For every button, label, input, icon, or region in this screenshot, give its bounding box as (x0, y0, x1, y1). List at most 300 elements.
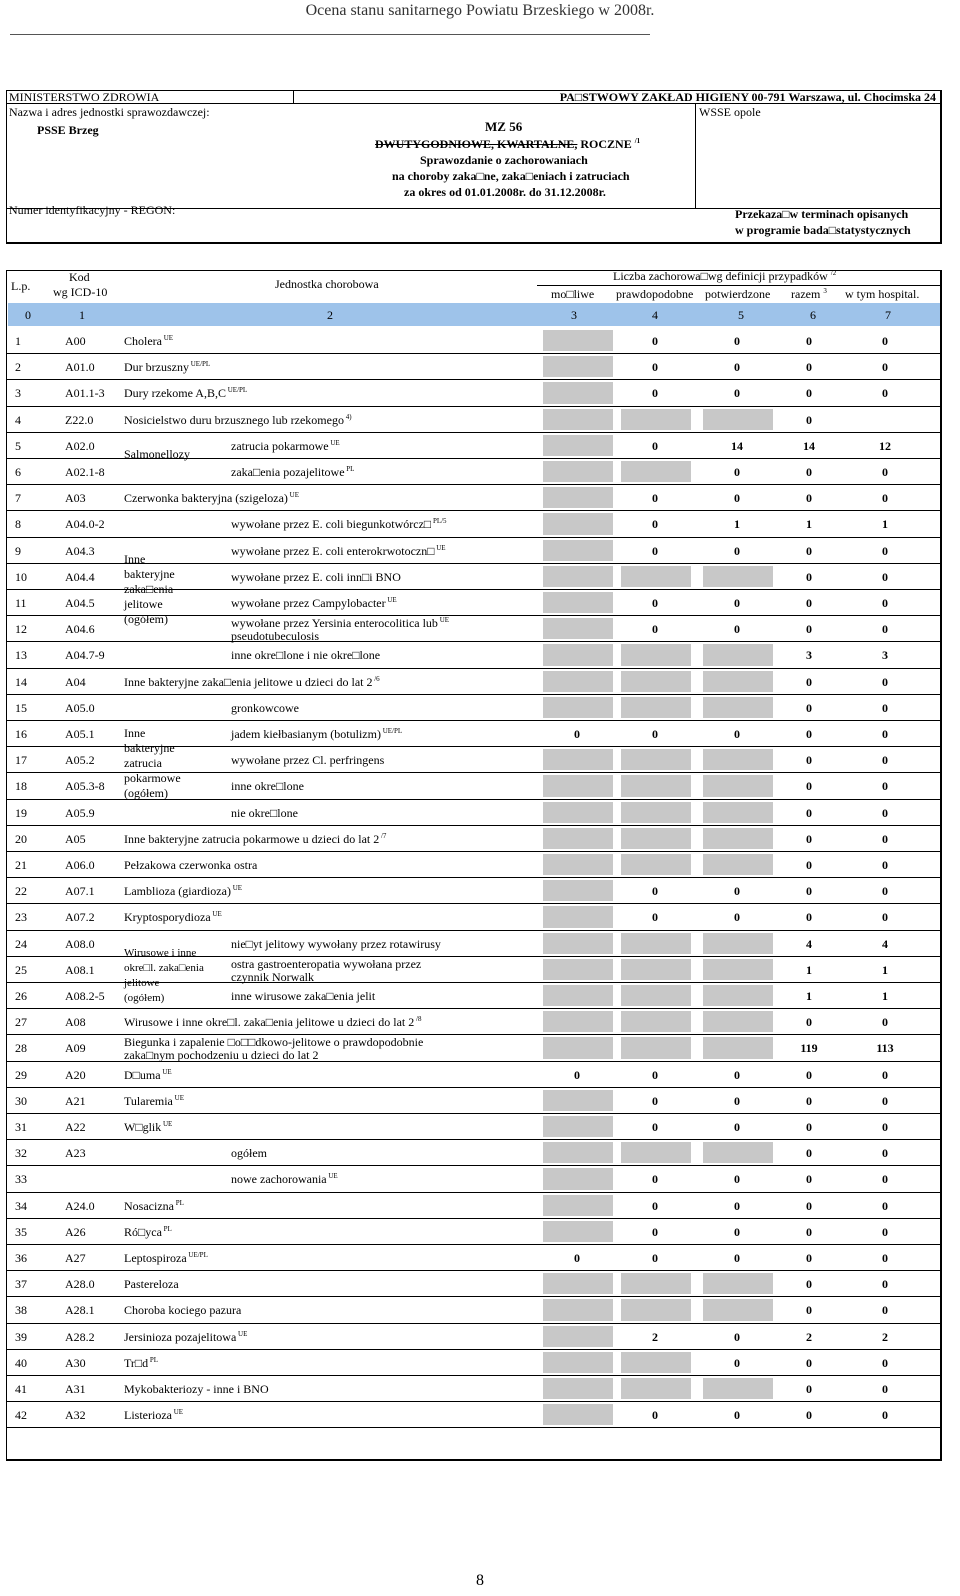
row-footnote: UE (328, 438, 340, 447)
row-value-hosp: 0 (882, 805, 888, 820)
row-disease-label: Mykobakteriozy - inne i BNO (124, 1382, 269, 1396)
row-value-total: 1 (806, 517, 812, 532)
disabled-cell (621, 933, 691, 954)
disabled-cell (543, 1168, 613, 1189)
disease-table (6, 270, 942, 1461)
row-icd-code: A02.0 (65, 438, 95, 453)
column-index: 3 (571, 308, 577, 322)
row-value-hosp: 1 (882, 517, 888, 532)
disabled-cell (621, 1378, 691, 1399)
row-lp: 34 (15, 1198, 27, 1213)
row-divider (7, 1427, 941, 1428)
row-lp: 20 (15, 831, 27, 846)
row-icd-code: A32 (65, 1408, 86, 1423)
row-footnote: /6 (372, 674, 380, 683)
row-value-total: 3 (806, 648, 812, 663)
row-value-total: 0 (806, 700, 812, 715)
row-disease-name (124, 675, 380, 690)
row-value-probable: 0 (652, 596, 658, 610)
report-title-line2: na choroby zaka□ne, zaka□eniach i zatruciach (392, 169, 630, 183)
row-value-hosp: 0 (882, 1015, 888, 1030)
row-value-total: 119 (800, 1041, 818, 1056)
row-disease-name (124, 1120, 172, 1135)
row-disease-name (124, 1094, 184, 1109)
row-value-hosp: 0 (882, 727, 888, 741)
row-value-total: 0 (806, 465, 812, 479)
row-disease-label: Inne bakteryjne zatrucia pokarmowe u dzieci do lat 2 (124, 831, 380, 846)
row-icd-code: A08.1 (65, 962, 95, 977)
group-viral-infections: Wirusowe i inne okre□l. zaka□enia jelitowe (ogółem) (124, 947, 204, 1004)
row-value-probable: 0 (652, 1251, 658, 1265)
row-disease-name (124, 1277, 179, 1292)
disabled-cell (621, 802, 691, 823)
row-disease-name-cont: pseudotubeculosis (231, 629, 319, 644)
row-icd-code: A04 (65, 674, 86, 689)
row-lp: 36 (15, 1251, 27, 1265)
running-header: Ocena stanu sanitarnego Powiatu Brzeskiego w 2008r. (305, 2, 655, 19)
disabled-cell (543, 1378, 613, 1399)
row-lp: 12 (15, 622, 27, 637)
row-lp: 23 (15, 910, 27, 925)
row-icd-code: A08 (65, 1015, 86, 1030)
header-possible: mo□liwe (551, 287, 595, 301)
disabled-cell (703, 1273, 773, 1294)
row-value-probable: 0 (652, 1120, 658, 1134)
row-value-hosp: 2 (882, 1329, 888, 1344)
disabled-cell (543, 1195, 613, 1216)
column-index: 6 (810, 308, 816, 322)
row-value-total: 0 (806, 1355, 812, 1370)
header-unit: Jednostka chorobowa (275, 277, 379, 291)
row-value-hosp: 1 (882, 962, 888, 977)
disabled-cell (703, 1011, 773, 1032)
row-disease-label: W□glik (124, 1120, 162, 1134)
disabled-cell (543, 487, 613, 508)
row-disease-name (124, 858, 257, 873)
row-disease-label: wywołane przez Yersinia enterocolitica lub (231, 616, 438, 631)
row-value-confirmed: 0 (734, 386, 740, 401)
row-value-confirmed: 0 (734, 622, 740, 637)
row-value-probable: 0 (652, 1093, 658, 1108)
row-value-hosp: 0 (882, 1277, 888, 1292)
disabled-cell (543, 749, 613, 770)
row-value-total: 0 (806, 1067, 812, 1082)
disabled-cell (621, 1011, 691, 1032)
row-lp: 39 (15, 1329, 27, 1344)
row-value-total: 0 (806, 569, 812, 584)
header-probable: prawdopodobne (616, 287, 694, 301)
row-value-total: 0 (806, 1198, 812, 1213)
form-rule (695, 103, 696, 209)
table-row (7, 1271, 941, 1297)
row-value-possible: 0 (574, 727, 580, 741)
row-disease-label: inne okre□lone (231, 779, 304, 794)
disabled-cell (621, 461, 691, 482)
table-row (7, 1219, 941, 1245)
row-value-total: 0 (806, 622, 812, 637)
disabled-cell (621, 985, 691, 1006)
row-disease-label: Tr□d (124, 1355, 149, 1370)
row-value-total: 0 (806, 1172, 812, 1187)
row-value-hosp: 0 (882, 569, 888, 584)
row-disease-name (124, 1015, 421, 1030)
row-icd-code: A28.2 (65, 1329, 95, 1344)
table-row (7, 380, 941, 406)
row-disease-label: inne wirusowe zaka□enia jelit (231, 989, 376, 1003)
row-disease-name (231, 806, 298, 821)
row-footnote: UE (434, 543, 446, 552)
table-row (7, 459, 941, 485)
row-value-hosp: 0 (882, 1120, 888, 1134)
row-value-hosp: 0 (882, 334, 888, 348)
row-footnote: UE (210, 910, 222, 919)
deadline-line1: Przekaza□w terminach opisanych (735, 207, 909, 221)
group-salmonella: Salmonellozy (124, 447, 190, 461)
row-disease-name-cont: czynnik Norwalk (231, 969, 314, 984)
row-disease-name (231, 989, 375, 1004)
table-row (7, 1140, 941, 1166)
row-icd-code: A04.0-2 (65, 517, 105, 532)
row-value-total: 1 (806, 962, 812, 977)
row-icd-code: A08.2-5 (65, 989, 105, 1003)
row-lp: 16 (15, 727, 27, 741)
row-lp: 40 (15, 1355, 27, 1370)
row-value-hosp: 0 (882, 1408, 888, 1423)
row-value-probable: 0 (652, 1224, 658, 1239)
table-row (7, 878, 941, 904)
row-disease-name (231, 937, 441, 952)
row-value-probable: 0 (652, 1408, 658, 1423)
disabled-cell (621, 1273, 691, 1294)
row-icd-code: Z22.0 (65, 412, 94, 427)
unit-label: Nazwa i adres jednostki sprawozdawczej: (9, 105, 210, 119)
table-row (7, 485, 941, 511)
row-value-hosp: 4 (882, 936, 888, 951)
row-footnote: UE (171, 1408, 184, 1417)
row-disease-name (124, 491, 299, 506)
row-value-hosp: 0 (882, 360, 888, 375)
wsse-label: WSSE opole (699, 105, 761, 119)
disabled-cell (543, 1299, 613, 1320)
row-disease-name (231, 753, 384, 768)
header-count-title (613, 269, 836, 284)
row-value-total: 0 (806, 805, 812, 820)
row-lp: 22 (15, 884, 27, 899)
row-disease-name (231, 517, 447, 532)
row-footnote: UE/PL (188, 360, 211, 369)
row-value-total: 1 (806, 989, 812, 1003)
disabled-cell (543, 382, 613, 403)
row-value-hosp: 113 (876, 1041, 894, 1056)
row-disease-label: Tularemia (124, 1093, 173, 1108)
row-disease-name (124, 832, 386, 847)
row-footnote: UE (287, 491, 300, 500)
row-footnote: UE (160, 1067, 172, 1076)
row-icd-code: A05.9 (65, 805, 95, 820)
disabled-cell (543, 854, 613, 875)
disabled-cell (543, 1352, 613, 1373)
disabled-cell (543, 671, 613, 692)
disabled-cell (543, 933, 613, 954)
row-icd-code: A04.6 (65, 622, 95, 637)
row-value-hosp: 0 (882, 1067, 888, 1082)
table-row (7, 642, 941, 668)
row-disease-label: Choroba kociego pazura (124, 1303, 242, 1318)
row-icd-code: A24.0 (65, 1198, 95, 1213)
disabled-cell (703, 749, 773, 770)
row-disease-name (231, 648, 380, 663)
row-disease-label: gronkowcowe (231, 700, 299, 715)
disabled-cell (703, 959, 773, 980)
disabled-cell (703, 828, 773, 849)
row-value-probable: 0 (652, 334, 658, 348)
row-icd-code: A03 (65, 491, 86, 506)
row-value-probable: 0 (652, 727, 658, 741)
disabled-cell (543, 959, 613, 980)
row-disease-label: Wirusowe i inne okre□l. zaka□enia jelitowe u dzieci do lat 2 (124, 1015, 415, 1030)
disabled-cell (543, 435, 613, 456)
row-footnote: UE/PL (225, 386, 248, 395)
row-footnote: PL/5 (431, 517, 447, 526)
row-icd-code: A04.4 (65, 569, 95, 584)
row-lp: 32 (15, 1146, 27, 1161)
row-value-hosp: 0 (882, 674, 888, 689)
row-footnote: UE/PL (380, 727, 403, 735)
disabled-cell (543, 985, 613, 1006)
row-icd-code: A21 (65, 1093, 86, 1108)
disabled-cell (543, 1090, 613, 1111)
row-disease-name (231, 596, 397, 611)
row-disease-name (124, 1303, 241, 1318)
row-value-confirmed: 0 (734, 1067, 740, 1082)
row-value-probable: 0 (652, 360, 658, 375)
row-lp: 9 (15, 543, 21, 558)
row-disease-name (124, 1408, 183, 1423)
ministry-label: MINISTERSTWO ZDROWIA (9, 90, 160, 104)
row-disease-label: Pełzakowa czerwonka ostra (124, 858, 258, 872)
disabled-cell (621, 409, 691, 430)
row-disease-label: zatrucia pokarmowe (231, 438, 329, 453)
disabled-cell (543, 540, 613, 561)
row-value-total: 0 (806, 1277, 812, 1292)
row-disease-label: zaka□enia pozajelitowe (231, 465, 345, 479)
disabled-cell (703, 775, 773, 796)
row-value-probable: 2 (652, 1329, 658, 1344)
row-disease-label: nie okre□lone (231, 805, 298, 820)
row-icd-code: A07.2 (65, 910, 95, 925)
header-code-line1: Kod (69, 270, 90, 284)
row-value-hosp: 0 (882, 491, 888, 506)
column-index-row (8, 303, 940, 326)
disabled-cell (621, 1352, 691, 1373)
row-disease-name (124, 1068, 172, 1083)
row-disease-label: Nosacizna (124, 1198, 174, 1213)
row-value-total: 0 (806, 910, 812, 925)
disabled-cell (703, 671, 773, 692)
row-lp: 29 (15, 1067, 27, 1082)
row-lp: 19 (15, 805, 27, 820)
row-value-hosp: 0 (882, 1172, 888, 1187)
row-disease-label: Czerwonka bakteryjna (szigeloza) (124, 491, 288, 506)
row-value-hosp: 0 (882, 779, 888, 794)
row-value-total: 0 (806, 884, 812, 899)
disabled-cell (543, 409, 613, 430)
row-icd-code: A00 (65, 334, 86, 348)
table-row (7, 1114, 941, 1140)
disabled-cell (543, 1326, 613, 1347)
row-value-confirmed: 0 (734, 1198, 740, 1213)
row-disease-label: Cholera (124, 334, 162, 348)
header-total-footnote: 3 (823, 287, 827, 295)
table-row (7, 1009, 941, 1035)
row-disease-name (124, 386, 247, 401)
row-icd-code: A23 (65, 1146, 86, 1161)
row-disease-name (231, 701, 299, 716)
table-row (7, 1035, 941, 1061)
header-hospital: w tym hospital. (845, 287, 920, 301)
disabled-cell (621, 566, 691, 587)
row-value-total: 0 (806, 1224, 812, 1239)
row-value-total: 0 (806, 1382, 812, 1396)
row-lp: 24 (15, 936, 27, 951)
row-icd-code: A04.5 (65, 596, 95, 610)
row-footnote: PL (344, 465, 355, 473)
row-value-hosp: 0 (882, 465, 888, 479)
row-lp: 26 (15, 989, 27, 1003)
disabled-cell (621, 644, 691, 665)
regon-label: Numer identyfikacyjny - REGON: (9, 203, 176, 217)
table-row (7, 695, 941, 721)
row-icd-code: A05.2 (65, 753, 95, 768)
row-value-confirmed: 0 (734, 884, 740, 899)
header-rule (537, 285, 941, 286)
row-lp: 7 (15, 491, 21, 506)
row-value-total: 0 (806, 386, 812, 401)
row-icd-code: A01.1-3 (65, 386, 105, 401)
table-row (7, 800, 941, 826)
disabled-cell (543, 644, 613, 665)
disabled-cell (621, 775, 691, 796)
row-disease-label: ostra gastroenteropatia wywołana przez (231, 956, 422, 971)
row-disease-label: wywołane przez E. coli enterokrwotoczn□ (231, 543, 435, 558)
row-value-probable: 0 (652, 884, 658, 899)
row-disease-name (124, 1382, 269, 1397)
row-lp: 41 (15, 1382, 27, 1396)
row-value-hosp: 0 (882, 543, 888, 558)
row-icd-code: A31 (65, 1382, 86, 1396)
row-value-possible: 0 (574, 1251, 580, 1265)
row-value-hosp: 0 (882, 831, 888, 846)
row-icd-code: A05.0 (65, 700, 95, 715)
disabled-cell (543, 775, 613, 796)
disabled-cell (543, 566, 613, 587)
row-footnote: UE (236, 1329, 248, 1338)
column-index: 0 (25, 308, 31, 322)
disabled-cell (543, 1221, 613, 1242)
disabled-cell (703, 1037, 773, 1058)
disabled-cell (703, 985, 773, 1006)
table-row (7, 852, 941, 878)
row-icd-code: A02.1-8 (65, 465, 105, 479)
row-disease-name (231, 779, 304, 794)
header-lp: L.p. (11, 279, 31, 293)
row-disease-label: Pastereloza (124, 1277, 179, 1292)
row-value-hosp: 0 (882, 386, 888, 401)
row-value-hosp: 12 (879, 438, 891, 453)
table-row (7, 328, 941, 354)
row-value-hosp: 0 (882, 910, 888, 925)
row-value-confirmed: 0 (734, 596, 740, 610)
disabled-cell (543, 880, 613, 901)
table-row (7, 1245, 941, 1271)
row-disease-name (124, 360, 210, 375)
row-footnote: UE (161, 1120, 173, 1128)
row-value-hosp: 0 (882, 1251, 888, 1265)
disabled-cell (703, 933, 773, 954)
row-value-total: 0 (806, 543, 812, 558)
row-value-total: 0 (806, 1303, 812, 1318)
disabled-cell (621, 697, 691, 718)
header-count-title-text: Liczba zachorowa□wg definicji przypadków (613, 269, 828, 283)
report-period: za okres od 01.01.2008r. do 31.12.2008r. (404, 185, 606, 199)
row-value-total: 0 (806, 412, 812, 427)
row-lp: 11 (15, 596, 27, 610)
row-disease-name (231, 570, 401, 585)
row-icd-code: A30 (65, 1355, 86, 1370)
row-icd-code: A08.0 (65, 936, 95, 951)
row-icd-code: A06.0 (65, 858, 95, 872)
row-disease-name (124, 1199, 184, 1214)
table-row (7, 1402, 941, 1428)
frequency-footnote: /1 (634, 137, 641, 145)
row-value-possible: 0 (574, 1067, 580, 1082)
row-value-confirmed: 0 (734, 1408, 740, 1423)
table-row (7, 511, 941, 537)
row-value-total: 0 (806, 1120, 812, 1134)
table-row (7, 1350, 941, 1376)
row-value-hosp: 0 (882, 622, 888, 637)
row-value-hosp: 1 (882, 989, 888, 1003)
row-disease-label: D□uma (124, 1067, 161, 1082)
row-value-probable: 0 (652, 1198, 658, 1213)
table-row (7, 1193, 941, 1219)
page-number: 8 (476, 1572, 484, 1589)
disabled-cell (703, 409, 773, 430)
row-value-confirmed: 0 (734, 334, 740, 348)
disabled-cell (543, 828, 613, 849)
row-icd-code: A04.7-9 (65, 648, 105, 663)
row-footnote: PL (173, 1198, 184, 1207)
header-code-line2: wg ICD-10 (53, 285, 108, 299)
row-value-hosp: 0 (882, 884, 888, 899)
disabled-cell (621, 1037, 691, 1058)
row-footnote: UE (230, 884, 243, 893)
row-value-total: 0 (806, 1015, 812, 1030)
row-disease-label: inne okre□lone i nie okre□lone (231, 648, 381, 663)
row-disease-label: wywołane przez E. coli inn□i BNO (231, 569, 401, 584)
row-disease-name (124, 1225, 172, 1240)
disabled-cell (703, 644, 773, 665)
row-value-confirmed: 0 (734, 1251, 740, 1265)
disabled-cell (543, 1142, 613, 1163)
disabled-cell (703, 854, 773, 875)
row-disease-label: wywołane przez E. coli biegunkotwórcz□ (231, 517, 432, 532)
row-icd-code: A09 (65, 1041, 86, 1056)
row-footnote: PL (148, 1355, 159, 1364)
row-value-total: 4 (806, 936, 812, 951)
row-lp: 28 (15, 1041, 27, 1056)
row-disease-name (124, 884, 242, 899)
